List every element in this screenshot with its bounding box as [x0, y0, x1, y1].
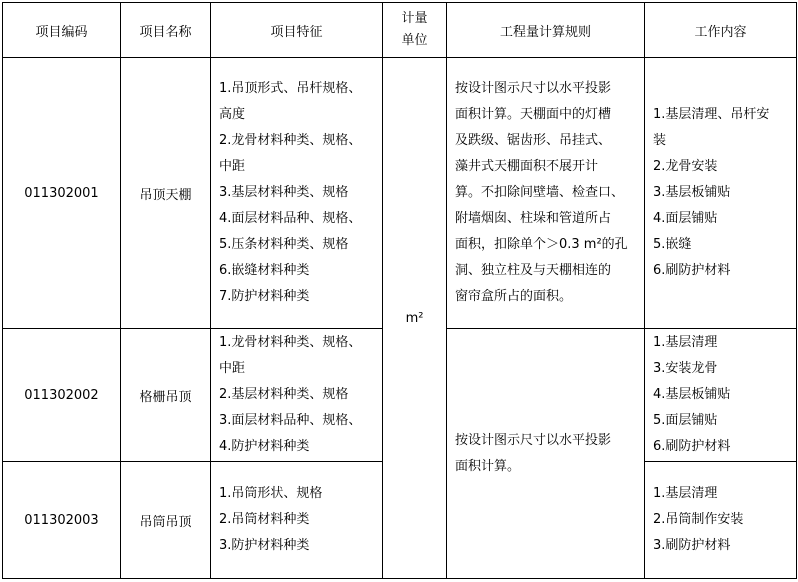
work-line: 5.嵌缝	[653, 237, 692, 252]
item-code: 011302001	[3, 58, 121, 329]
feature-line: 2.龙骨材料种类、规格、	[219, 133, 362, 148]
feature-line: 3.防护材料种类	[219, 538, 310, 553]
feature-line: 中距	[219, 159, 246, 174]
calc-rule-1	[447, 58, 645, 329]
feature-line: 3.基层材料种类、规格	[219, 185, 349, 200]
rule-line: 面积，扣除单个＞0.3 m²的孔	[455, 237, 628, 252]
calc-rule-2	[447, 329, 645, 579]
header-features: 项目特征	[211, 3, 383, 58]
work-line: 6.刷防护材料	[653, 439, 731, 454]
item-code: 011302003	[3, 462, 121, 579]
item-work	[645, 329, 797, 462]
feature-line: 1.吊顶形式、吊杆规格、	[219, 81, 362, 96]
rule-line: 按设计图示尺寸以水平投影	[455, 432, 612, 448]
header-unit	[383, 3, 447, 58]
work-line: 3.刷防护材料	[653, 538, 731, 553]
header-name: 项目名称	[121, 3, 211, 58]
ceiling-works-table	[2, 2, 797, 579]
work-line: 5.面层铺贴	[653, 413, 718, 428]
rule-line: 面积计算。天棚面中的灯槽	[455, 107, 612, 122]
item-name: 格栅吊顶	[121, 329, 211, 462]
header-rules: 工程量计算规则	[447, 3, 645, 58]
feature-line: 4.面层材料品种、规格、	[219, 211, 362, 226]
work-line: 4.基层板铺贴	[653, 387, 731, 402]
feature-line: 高度	[219, 107, 246, 122]
item-work	[645, 462, 797, 579]
rule-line: 藻井式天棚面积不展开计	[455, 159, 599, 174]
feature-line: 1.龙骨材料种类、规格、	[219, 335, 362, 350]
rule-line: 面积计算。	[455, 458, 521, 474]
header-work: 工作内容	[645, 3, 797, 58]
header-unit-line1: 计量	[401, 11, 428, 26]
work-line: 2.龙骨安装	[653, 159, 718, 174]
feature-line: 4.防护材料种类	[219, 439, 310, 454]
feature-line: 5.压条材料种类、规格	[219, 237, 349, 252]
work-line: 2.吊筒制作安装	[653, 512, 744, 527]
item-name: 吊筒吊顶	[121, 462, 211, 579]
work-line: 3.基层板铺贴	[653, 185, 731, 200]
header-row	[3, 3, 797, 58]
work-line: 4.面层铺贴	[653, 211, 718, 226]
rule-line: 窗帘盒所占的面积。	[455, 289, 573, 304]
work-line: 1.基层清理、吊杆安	[653, 107, 770, 122]
item-features	[211, 329, 383, 462]
work-line: 1.基层清理	[653, 486, 718, 501]
table-row	[3, 58, 797, 329]
feature-line: 7.防护材料种类	[219, 289, 310, 304]
work-line: 6.刷防护材料	[653, 263, 731, 278]
rule-line: 及跌级、锯齿形、吊挂式、	[455, 133, 612, 148]
feature-line: 2.基层材料种类、规格	[219, 387, 349, 402]
work-line: 3.安装龙骨	[653, 361, 718, 376]
rule-line: 附墙烟囱、柱垛和管道所占	[455, 211, 612, 226]
unit-cell: m²	[383, 58, 447, 579]
work-line: 1.基层清理	[653, 335, 718, 350]
header-code: 项目编码	[3, 3, 121, 58]
rule-line: 算。不扣除间壁墙、检查口、	[455, 185, 625, 200]
item-name: 吊顶天棚	[121, 58, 211, 329]
item-work	[645, 58, 797, 329]
rule-line: 按设计图示尺寸以水平投影	[455, 81, 612, 96]
work-line: 装	[653, 133, 667, 148]
rule-line: 洞、独立柱及与天棚相连的	[455, 263, 612, 278]
feature-line: 1.吊筒形状、规格	[219, 486, 323, 501]
item-features	[211, 58, 383, 329]
feature-line: 2.吊筒材料种类	[219, 512, 310, 527]
feature-line: 3.面层材料品种、规格、	[219, 413, 362, 428]
item-features	[211, 462, 383, 579]
header-unit-line2: 单位	[401, 33, 428, 48]
feature-line: 6.嵌缝材料种类	[219, 263, 310, 278]
feature-line: 中距	[219, 361, 246, 376]
item-code: 011302002	[3, 329, 121, 462]
